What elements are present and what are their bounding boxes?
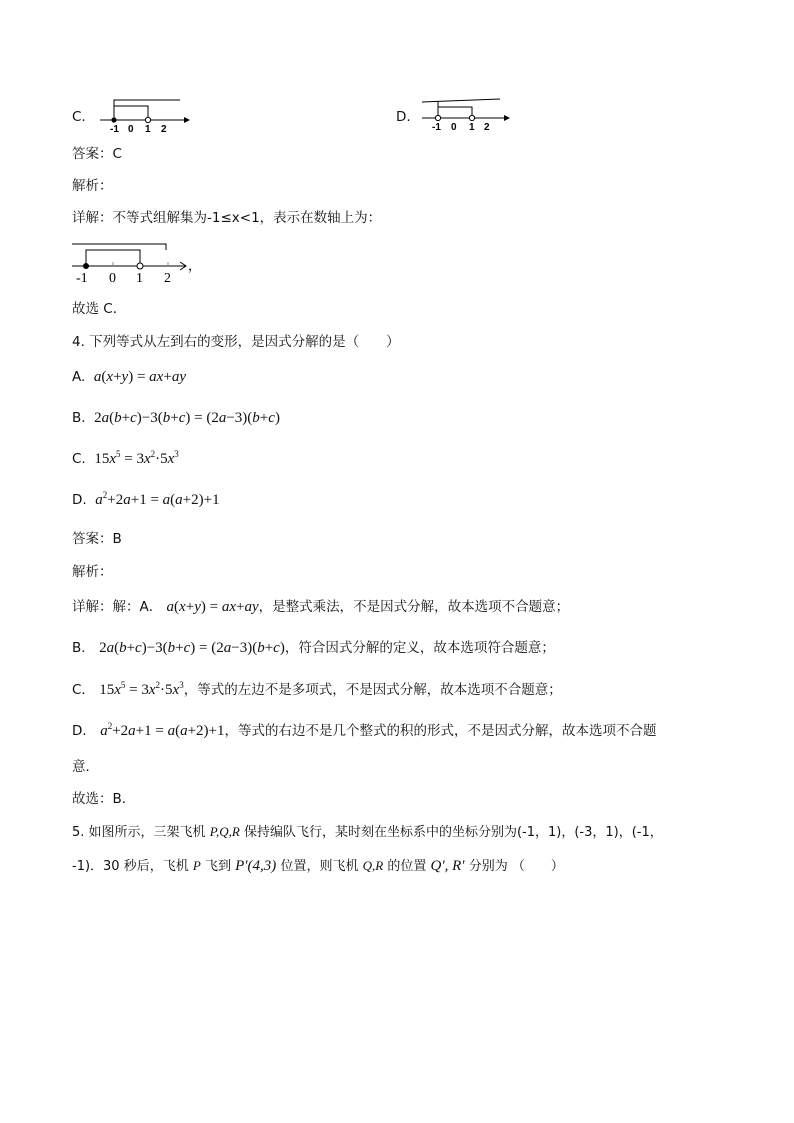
conclusion-2: 故选：B． — [72, 791, 136, 807]
tick-label: 1 — [136, 271, 143, 286]
option-c-label: C. — [72, 109, 86, 125]
tick-label: 0 — [109, 271, 116, 286]
tick-label: 2 — [484, 122, 490, 133]
numline-suffix: ， — [188, 259, 202, 274]
option-label: A. — [72, 369, 86, 385]
answer-2: 答案：B — [72, 531, 122, 547]
q4-stem: 4. 下列等式从左到右的变形，是因式分解的是（ ） — [72, 334, 400, 350]
tick-label: 2 — [161, 124, 167, 135]
tick-label: 1 — [145, 124, 151, 135]
q4-option-c: C. $15x^5 = 3x^2\cdot 5x^3$ — [72, 449, 179, 467]
q4-option-a: A. a(x+y) = ax+ay — [72, 369, 186, 385]
option-label: B. — [72, 410, 86, 426]
detail-2-d-tail: 意． — [72, 759, 99, 775]
number-line-solution — [70, 238, 210, 286]
number-line-option-c — [94, 96, 194, 136]
option-label: D. — [72, 492, 87, 508]
q4-option-b: B. 2a(b+c)−3(b+c) = (2a−3)(b+c) — [72, 410, 280, 426]
tick-label: 0 — [128, 124, 134, 135]
answer-1: 答案：C — [72, 146, 122, 162]
detail-2-d: D． $a^2+2a+1 = a(a+2)+1$，等式的右边不是几个整式的积的形式，不是因式分解，故本选项不合题 — [72, 721, 657, 739]
analysis-1: 解析： — [72, 178, 113, 194]
tick-label: -1 — [432, 122, 441, 133]
q5-line-1: 5. 如图所示，三架飞机 P,Q,R 保持编队飞行，某时刻在坐标系中的坐标分别为(-1，1)，(-3，1)，(-1， — [72, 824, 663, 840]
detail-2-b: B． 2a(b+c)−3(b+c) = (2a−3)(b+c)，符合因式分解的定义，故本选项符合题意； — [72, 640, 555, 656]
conclusion-1: 故选 C． — [72, 301, 127, 317]
q5-line-2: -1)．30 秒后，飞机 P 飞到 P′(4,3) 位置，则飞机 Q,R 的位置 Q′, R′ 分别为 （ ） — [72, 858, 564, 874]
detail-2-c: C． $15x^5 = 3x^2\cdot 5x^3$，等式的左边不是多项式，不是因式分解，故本选项不合题意； — [72, 680, 562, 698]
number-line-option-d — [418, 94, 518, 134]
detail-1: 详解：不等式组解集为-1≤x<1，表示在数轴上为： — [72, 210, 382, 226]
option-label: C. — [72, 451, 86, 467]
tick-label: 0 — [451, 122, 457, 133]
option-d-label: D. — [396, 109, 411, 125]
detail-2-a: 详解：解：A． a(x+y) = ax+ay，是整式乘法，不是因式分解，故本选项不合题意； — [72, 599, 570, 615]
tick-label: -1 — [76, 271, 88, 286]
tick-label: 1 — [469, 122, 475, 133]
tick-label: 2 — [164, 271, 171, 286]
analysis-2: 解析： — [72, 564, 113, 580]
tick-label: -1 — [110, 124, 119, 135]
q4-option-d: D. $a^2+2a+1 = a(a+2)+1$ — [72, 490, 220, 508]
